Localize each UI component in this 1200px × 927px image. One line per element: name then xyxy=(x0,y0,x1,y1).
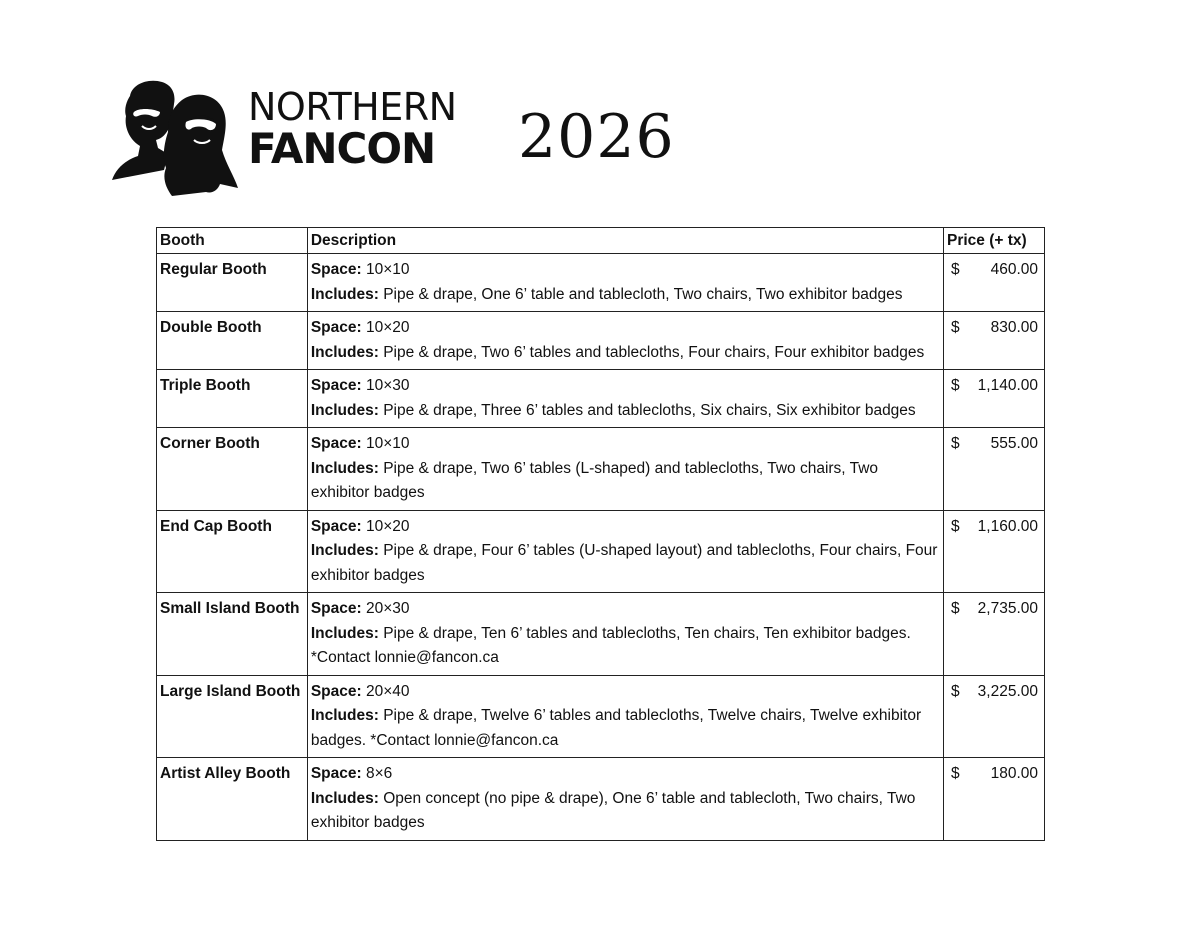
includes-label: Includes: xyxy=(310,401,379,419)
includes-line xyxy=(311,399,940,424)
booth-name: Corner Booth xyxy=(157,428,308,511)
space-value: 10×20 xyxy=(366,517,410,535)
includes-line xyxy=(311,283,940,308)
price-currency: $ xyxy=(951,600,960,617)
space-value: 8×6 xyxy=(366,765,393,782)
event-year: 2026 xyxy=(518,102,675,172)
space-line xyxy=(311,597,940,622)
includes-label: Includes: xyxy=(310,789,379,807)
space-label: Space: xyxy=(310,435,362,452)
space-label: Space: xyxy=(310,261,362,278)
price-currency: $ xyxy=(951,435,960,452)
booth-name: End Cap Booth xyxy=(157,510,308,593)
includes-value: Pipe & drape, Twelve 6’ tables and tablecloths, Twelve chairs, Twelve exhibitor badges. *Contact lonnie@fancon.ca xyxy=(310,707,922,749)
space-value: 10×10 xyxy=(366,261,410,278)
booth-price xyxy=(944,593,1045,676)
space-label: Space: xyxy=(310,765,362,782)
price-currency: $ xyxy=(951,377,960,394)
price-amount: 180.00 xyxy=(990,765,1038,782)
price-amount: 830.00 xyxy=(990,319,1038,336)
booth-price xyxy=(944,312,1045,370)
space-value: 20×30 xyxy=(366,600,410,617)
table-row xyxy=(157,510,1045,593)
includes-label: Includes: xyxy=(310,707,379,724)
booth-description xyxy=(307,428,943,511)
price-amount: 555.00 xyxy=(990,435,1038,452)
table-row xyxy=(157,428,1045,511)
includes-label: Includes: xyxy=(310,542,379,559)
price-amount: 2,735.00 xyxy=(977,600,1038,617)
booth-description xyxy=(307,675,943,758)
brand-line-northern: NORTHERN xyxy=(248,85,457,129)
brand-wordmark xyxy=(248,85,457,173)
space-label: Space: xyxy=(310,600,362,617)
space-value: 10×20 xyxy=(366,319,410,336)
booth-description xyxy=(307,254,943,312)
price-currency: $ xyxy=(951,517,960,535)
booth-price xyxy=(944,758,1045,841)
price-currency: $ xyxy=(951,261,960,278)
space-line xyxy=(311,374,940,399)
space-value: 10×30 xyxy=(366,377,410,394)
booth-name: Artist Alley Booth xyxy=(157,758,308,841)
column-header-price: Price (+ tx) xyxy=(944,228,1045,254)
space-line xyxy=(311,762,940,787)
booth-description xyxy=(307,370,943,428)
booth-name: Small Island Booth xyxy=(157,593,308,676)
includes-line xyxy=(311,787,940,836)
includes-value: Pipe & drape, Two 6’ tables and tablecloths, Four chairs, Four exhibitor badges xyxy=(383,343,925,361)
booth-pricing-table xyxy=(156,227,1045,841)
booth-name: Triple Booth xyxy=(157,370,308,428)
price-currency: $ xyxy=(951,682,960,700)
price-currency: $ xyxy=(951,765,960,782)
booth-rows xyxy=(157,254,1045,841)
space-label: Space: xyxy=(310,517,362,535)
includes-value: Open concept (no pipe & drape), One 6’ table and tablecloth, Two chairs, Two exhibitor badges xyxy=(310,789,916,831)
space-value: 20×40 xyxy=(366,682,410,700)
space-line xyxy=(311,258,940,283)
booth-name: Regular Booth xyxy=(157,254,308,312)
table-row xyxy=(157,312,1045,370)
booth-name: Double Booth xyxy=(157,312,308,370)
booth-price xyxy=(944,254,1045,312)
table-row xyxy=(157,254,1045,312)
includes-line xyxy=(311,341,940,366)
table-header-row xyxy=(157,228,1045,254)
page-header xyxy=(112,76,712,196)
booth-name: Large Island Booth xyxy=(157,675,308,758)
includes-line xyxy=(311,457,940,506)
booth-description xyxy=(307,758,943,841)
includes-value: Pipe & drape, Two 6’ tables (L-shaped) and tablecloths, Two chairs, Two exhibitor badges xyxy=(310,459,879,501)
masked-heroes-logo-icon xyxy=(112,78,238,196)
space-label: Space: xyxy=(310,377,362,394)
includes-line xyxy=(311,704,940,753)
price-currency: $ xyxy=(951,319,960,336)
space-label: Space: xyxy=(310,682,362,700)
includes-label: Includes: xyxy=(310,343,379,361)
includes-value: Pipe & drape, Three 6’ tables and tablecloths, Six chairs, Six exhibitor badges xyxy=(383,401,916,419)
space-line xyxy=(311,316,940,341)
booth-price xyxy=(944,370,1045,428)
price-amount: 1,160.00 xyxy=(977,517,1038,535)
price-amount: 460.00 xyxy=(990,261,1038,278)
table-row xyxy=(157,370,1045,428)
includes-value: Pipe & drape, One 6’ table and tablecloth, Two chairs, Two exhibitor badges xyxy=(383,285,903,303)
column-header-booth: Booth xyxy=(157,228,308,254)
brand-line-fancon: FANCON xyxy=(248,124,436,173)
booth-price xyxy=(944,675,1045,758)
includes-line xyxy=(311,539,940,588)
table-row xyxy=(157,758,1045,841)
includes-value: Pipe & drape, Ten 6’ tables and tablecloths, Ten chairs, Ten exhibitor badges. *Contact lonnie@fancon.ca xyxy=(310,624,911,666)
space-line xyxy=(311,432,940,457)
table-row xyxy=(157,593,1045,676)
includes-label: Includes: xyxy=(310,459,379,477)
booth-description xyxy=(307,312,943,370)
booth-description xyxy=(307,593,943,676)
includes-line xyxy=(311,622,940,671)
price-amount: 3,225.00 xyxy=(977,682,1038,700)
booth-description xyxy=(307,510,943,593)
space-value: 10×10 xyxy=(366,435,410,452)
includes-value: Pipe & drape, Four 6’ tables (U-shaped layout) and tablecloths, Four chairs, Four exhibitor badges xyxy=(310,542,938,584)
booth-price xyxy=(944,510,1045,593)
includes-label: Includes: xyxy=(310,624,379,642)
includes-label: Includes: xyxy=(310,285,379,303)
column-header-description: Description xyxy=(307,228,943,254)
table-row xyxy=(157,675,1045,758)
price-amount: 1,140.00 xyxy=(977,377,1038,394)
booth-price xyxy=(944,428,1045,511)
space-line xyxy=(311,515,940,540)
space-line xyxy=(311,680,940,705)
space-label: Space: xyxy=(310,319,362,336)
